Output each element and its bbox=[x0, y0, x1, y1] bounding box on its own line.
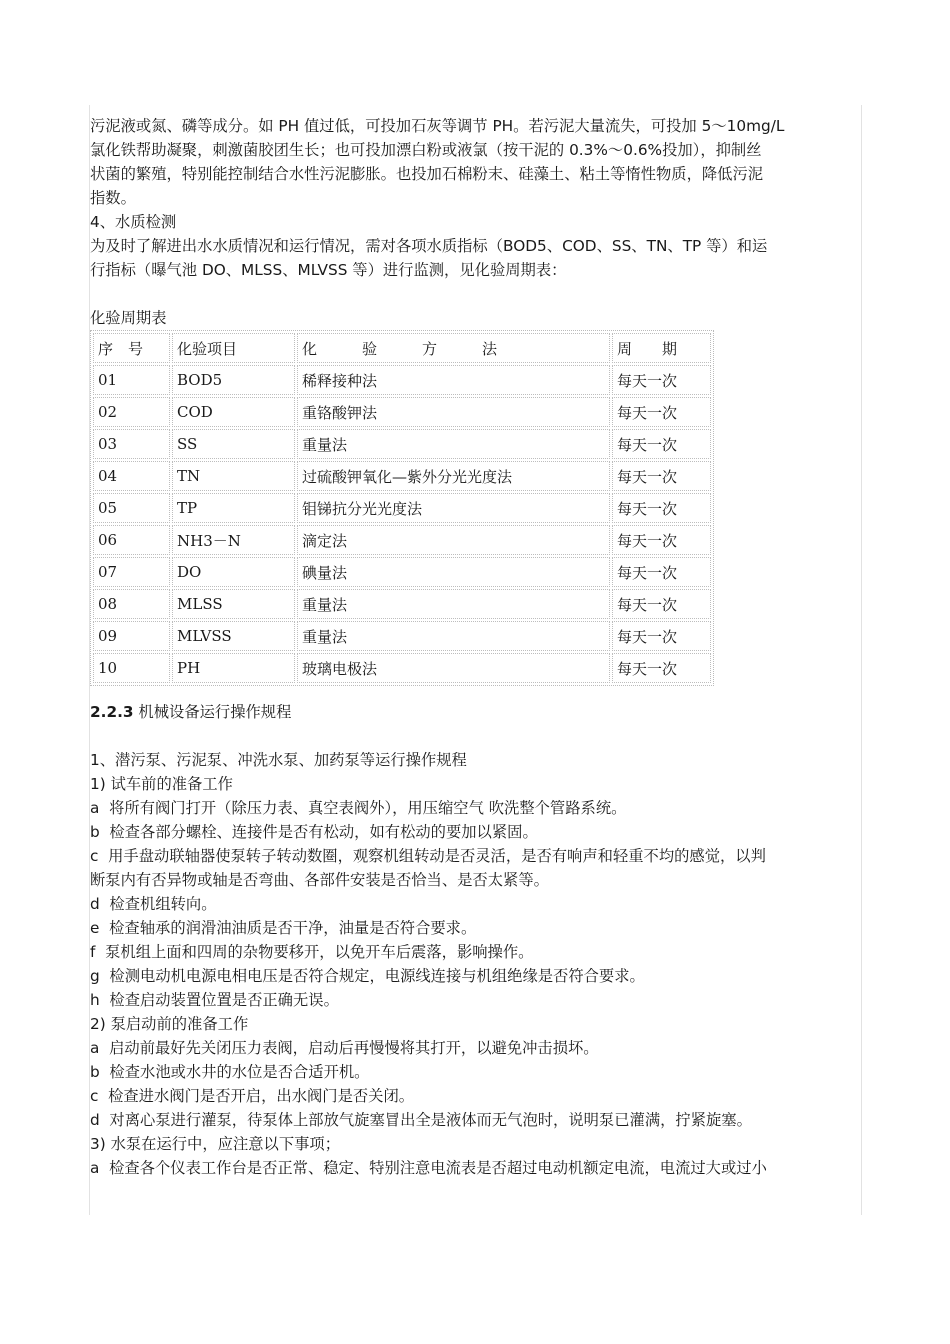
table-title: 化验周期表 bbox=[90, 309, 167, 327]
body-line: b 检查水池或水井的水位是否合适开机。 bbox=[90, 1063, 370, 1081]
header-cell: 化 验 方 法 bbox=[297, 333, 610, 363]
intro-section bbox=[90, 114, 862, 282]
table-cell: 玻璃电极法 bbox=[297, 653, 610, 683]
table-cell: 滴定法 bbox=[297, 525, 610, 555]
table-cell: MLSS bbox=[172, 589, 295, 619]
table-row bbox=[93, 621, 711, 651]
table-cell: 每天一次 bbox=[612, 397, 711, 427]
body-line: 3) 水泵在运行中，应注意以下事项； bbox=[90, 1135, 341, 1153]
body-line: 断泵内有否异物或轴是否弯曲、各部件安装是否恰当、是否太紧等。 bbox=[90, 871, 549, 889]
table-cell: 每天一次 bbox=[612, 525, 711, 555]
document-content bbox=[90, 114, 862, 1180]
table-cell: 04 bbox=[93, 461, 170, 491]
table-cell: 每天一次 bbox=[612, 557, 711, 587]
table-cell: 重量法 bbox=[297, 621, 610, 651]
body-line: d 检查机组转向。 bbox=[90, 895, 217, 913]
table-header-row bbox=[93, 333, 711, 363]
table-cell: 07 bbox=[93, 557, 170, 587]
table-cell: 08 bbox=[93, 589, 170, 619]
intro-line: 指数。 bbox=[90, 189, 136, 207]
header-cell: 周 期 bbox=[612, 333, 711, 363]
table-cell: 每天一次 bbox=[612, 365, 711, 395]
table-cell: 每天一次 bbox=[612, 461, 711, 491]
table-cell: 每天一次 bbox=[612, 589, 711, 619]
table-cell: SS bbox=[172, 429, 295, 459]
body-line: a 启动前最好先关闭压力表阀，启动后再慢慢将其打开，以避免冲击损坏。 bbox=[90, 1039, 599, 1057]
table-row bbox=[93, 397, 711, 427]
body-line: e 检查轴承的润滑油油质是否干净，油量是否符合要求。 bbox=[90, 919, 477, 937]
table-cell: TP bbox=[172, 493, 295, 523]
table-row bbox=[93, 589, 711, 619]
body-line: g 检测电动机电源电相电压是否符合规定，电源线连接与机组绝缘是否符合要求。 bbox=[90, 967, 645, 985]
body-line: d 对离心泵进行灌泵，待泵体上部放气旋塞冒出全是液体而无气泡时，说明泵已灌满，拧紧旋塞。 bbox=[90, 1111, 752, 1129]
table-cell: 过硫酸钾氧化—紫外分光光度法 bbox=[297, 461, 610, 491]
table-cell: 每天一次 bbox=[612, 493, 711, 523]
table-cell: 03 bbox=[93, 429, 170, 459]
body-line: 1) 试车前的准备工作 bbox=[90, 775, 233, 793]
operation-procedures bbox=[90, 748, 862, 1180]
table-cell: 每天一次 bbox=[612, 429, 711, 459]
table-cell: 重铬酸钾法 bbox=[297, 397, 610, 427]
subsection-heading: 4、水质检测 bbox=[90, 213, 177, 231]
table-cell: MLVSS bbox=[172, 621, 295, 651]
table-row bbox=[93, 493, 711, 523]
table-row bbox=[93, 429, 711, 459]
table-cell: DO bbox=[172, 557, 295, 587]
header-cell: 化验项目 bbox=[172, 333, 295, 363]
lab-schedule-table bbox=[90, 330, 714, 686]
table-cell: PH bbox=[172, 653, 295, 683]
intro-line: 行指标（曝气池 DO、MLSS、MLVSS 等）进行监测，见化验周期表： bbox=[90, 261, 567, 279]
table-cell: 每天一次 bbox=[612, 621, 711, 651]
body-line: a 检查各个仪表工作台是否正常、稳定、特别注意电流表是否超过电动机额定电流，电流过大或过小 bbox=[90, 1159, 767, 1177]
body-line: h 检查启动装置位置是否正确无误。 bbox=[90, 991, 339, 1009]
table-cell: 重量法 bbox=[297, 589, 610, 619]
header-cell: 序 号 bbox=[93, 333, 170, 363]
table-cell: 05 bbox=[93, 493, 170, 523]
table-cell: 每天一次 bbox=[612, 653, 711, 683]
intro-line: 污泥液或氮、磷等成分。如 PH 值过低，可投加石灰等调节 PH。若污泥大量流失，可投加 5～10mg/L bbox=[90, 117, 785, 135]
table-cell: 碘量法 bbox=[297, 557, 610, 587]
table-row bbox=[93, 653, 711, 683]
table-row bbox=[93, 557, 711, 587]
table-row bbox=[93, 365, 711, 395]
section-heading bbox=[90, 700, 862, 724]
table-cell: 10 bbox=[93, 653, 170, 683]
body-line: c 检查进水阀门是否开启，出水阀门是否关闭。 bbox=[90, 1087, 415, 1105]
table-cell: COD bbox=[172, 397, 295, 427]
body-line: 2) 泵启动前的准备工作 bbox=[90, 1015, 249, 1033]
body-line: 1、潜污泵、污泥泵、冲洗水泵、加药泵等运行操作规程 bbox=[90, 751, 467, 769]
body-line: b 检查各部分螺栓、连接件是否有松动，如有松动的要加以紧固。 bbox=[90, 823, 538, 841]
table-cell: NH3－N bbox=[172, 525, 295, 555]
table-cell: TN bbox=[172, 461, 295, 491]
table-cell: 01 bbox=[93, 365, 170, 395]
table-cell: 06 bbox=[93, 525, 170, 555]
body-line: f 泵机组上面和四周的杂物要移开，以免开车后震落，影响操作。 bbox=[90, 943, 534, 961]
table-row bbox=[93, 461, 711, 491]
intro-line: 为及时了解进出水水质情况和运行情况，需对各项水质指标（BOD5、COD、SS、TN、TP 等）和运 bbox=[90, 237, 768, 255]
body-line: a 将所有阀门打开（除压力表、真空表阀外），用压缩空气 吹洗整个管路系统。 bbox=[90, 799, 627, 817]
table-row bbox=[93, 525, 711, 555]
section-number: 2.2.3 bbox=[90, 703, 134, 721]
table-cell: 稀释接种法 bbox=[297, 365, 610, 395]
section-title: 机械设备运行操作规程 bbox=[133, 703, 292, 721]
table-cell: 钼锑抗分光光度法 bbox=[297, 493, 610, 523]
table-cell: 重量法 bbox=[297, 429, 610, 459]
intro-line: 氯化铁帮助凝聚，刺激菌胶团生长；也可投加漂白粉或液氯（按干泥的 0.3%～0.6%投加），抑制丝 bbox=[90, 141, 762, 159]
intro-line: 状菌的繁殖，特别能控制结合水性污泥膨胀。也投加石棉粉末、硅藻土、粘土等惰性物质，降低污泥 bbox=[90, 165, 764, 183]
table-cell: 09 bbox=[93, 621, 170, 651]
table-cell: 02 bbox=[93, 397, 170, 427]
table-cell: BOD5 bbox=[172, 365, 295, 395]
body-line: c 用手盘动联轴器使泵转子转动数圈，观察机组转动是否灵活，是否有响声和轻重不均的感觉，以判 bbox=[90, 847, 766, 865]
